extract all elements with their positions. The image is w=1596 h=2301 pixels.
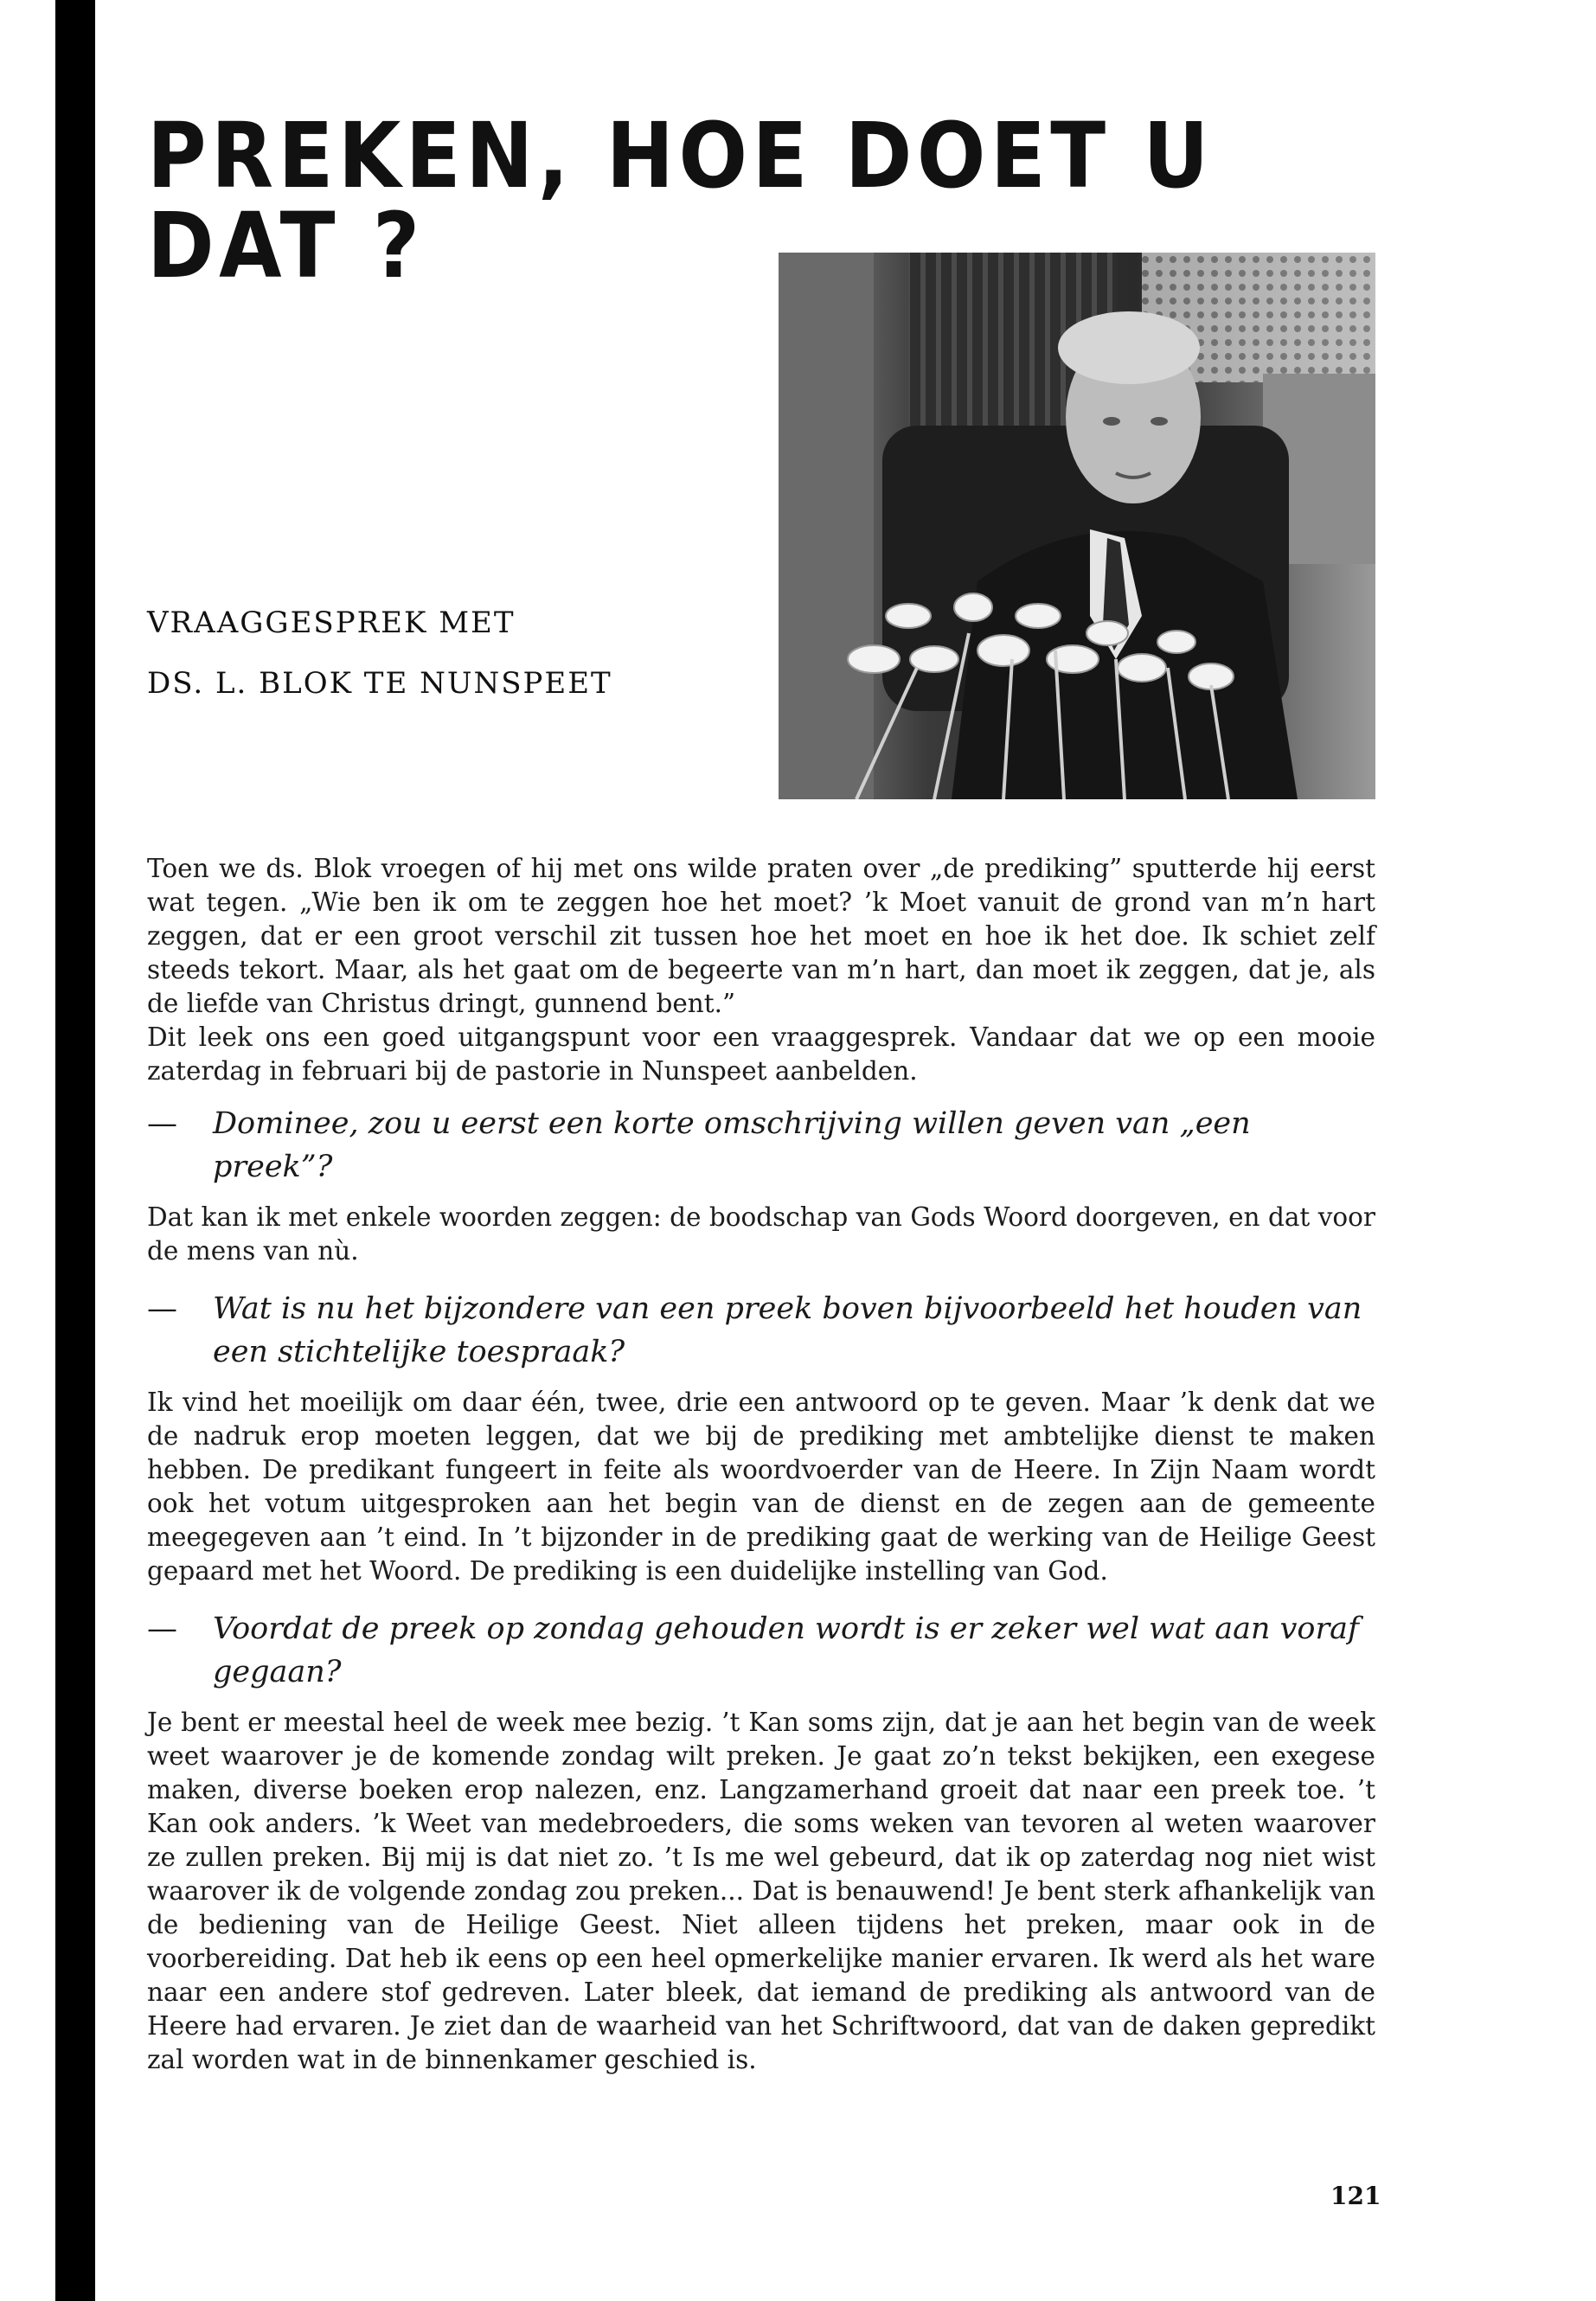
question-dash: — <box>147 1292 177 1326</box>
question-text: Dominee, zou u eerst een korte omschrijving willen geven van „een preek”? <box>213 1106 1251 1184</box>
answer-1: Dat kan ik met enkele woorden zeggen: de boodschap van Gods Woord doorgeven, en dat voor de mens van nù. <box>147 1202 1375 1266</box>
intro-paragraph-1: Toen we ds. Blok vroegen of hij met ons wilde praten over „de prediking” sputterde hij eerst wat tegen. „Wie ben ik om te zeggen hoe het moet? ’k Moet vanuit de grond van m’n hart zeggen, dat er een groot verschil zit tussen hoe het moet en hoe ik het doe. Ik schiet zelf steeds tekort. Maar, als het gaat om de begeerte van m’n hart, dan moet ik zeggen, dat je, als de liefde van Christus dringt, gunnend bent.” <box>147 854 1375 1018</box>
question-3 <box>147 1607 1375 1694</box>
article-body <box>147 852 1375 2096</box>
intro-paragraph-2: Dit leek ons een goed uitgangspunt voor een vraaggesprek. Vandaar dat we op een mooie zaterdag in februari bij de pastorie in Nunspeet aanbelden. <box>147 1022 1375 1086</box>
portrait-photo <box>779 253 1375 799</box>
question-2 <box>147 1287 1375 1374</box>
question-dash: — <box>147 1612 177 1646</box>
answer-2: Ik vind het moeilijk om daar één, twee, drie een antwoord op te geven. Maar ’k denk dat we de nadruk erop moeten leggen, dat we bij de prediking met ambtelijke dienst te maken hebben. De predikant fungeert in feite als woordvoerder van de Heere. In Zijn Naam wordt ook het votum uitgesproken aan het begin van de dienst en de zegen aan de gemeente meegegeven aan ’t eind. In ’t bijzonder in de prediking gaat de werking van de Heilige Geest gepaard met het Woord. De prediking is een duidelijke instelling van God. <box>147 1388 1375 1586</box>
page-number: 121 <box>1330 2182 1381 2210</box>
answer-3: Je bent er meestal heel de week mee bezig. ’t Kan soms zijn, dat je aan het begin van de week weet waarover je de komende zondag wilt preken. Je gaat zo’n tekst bekijken, een exegese maken, diverse boeken erop nalezen, enz. Langzamerhand groeit dat naar een preek toe. ’t Kan ook anders. ’k Weet van medebroeders, die soms weken van tevoren al weten waarover ze zullen preken. Bij mij is dat niet zo. ’t Is me wel gebeurd, dat ik op zaterdag nog niet wist waarover ik de volgende zondag zou preken... Dat is benauwend! Je bent sterk afhankelijk van de bediening van de Heilige Geest. Niet alleen tijdens het preken, maar ook in de voorbereiding. Dat heb ik eens op een heel opmerkelijke manier ervaren. Ik werd als het ware naar een andere stof gedreven. Later bleek, dat iemand de prediking als antwoord van de Heere had ervaren. Je ziet dan de waarheid van het Schriftwoord, dat van de daken gepredikt zal worden wat in de binnenkamer geschied is. <box>147 1708 1375 2074</box>
subtitle-line-2: DS. L. BLOK TE NUNSPEET <box>147 666 612 701</box>
left-edge-bar <box>55 0 95 2301</box>
subtitle-line-1: VRAAGGESPREK MET <box>147 606 516 640</box>
portrait-illustration <box>779 253 1375 799</box>
question-1 <box>147 1102 1375 1189</box>
question-text: Voordat de preek op zondag gehouden wordt is er zeker wel wat aan voraf gegaan? <box>213 1612 1359 1689</box>
question-text: Wat is nu het bijzondere van een preek boven bijvoorbeeld het houden van een stichtelijke toespraak? <box>213 1292 1362 1369</box>
question-dash: — <box>147 1106 177 1141</box>
page-title: PREKEN, HOE DOET U DAT ? <box>147 103 1214 298</box>
